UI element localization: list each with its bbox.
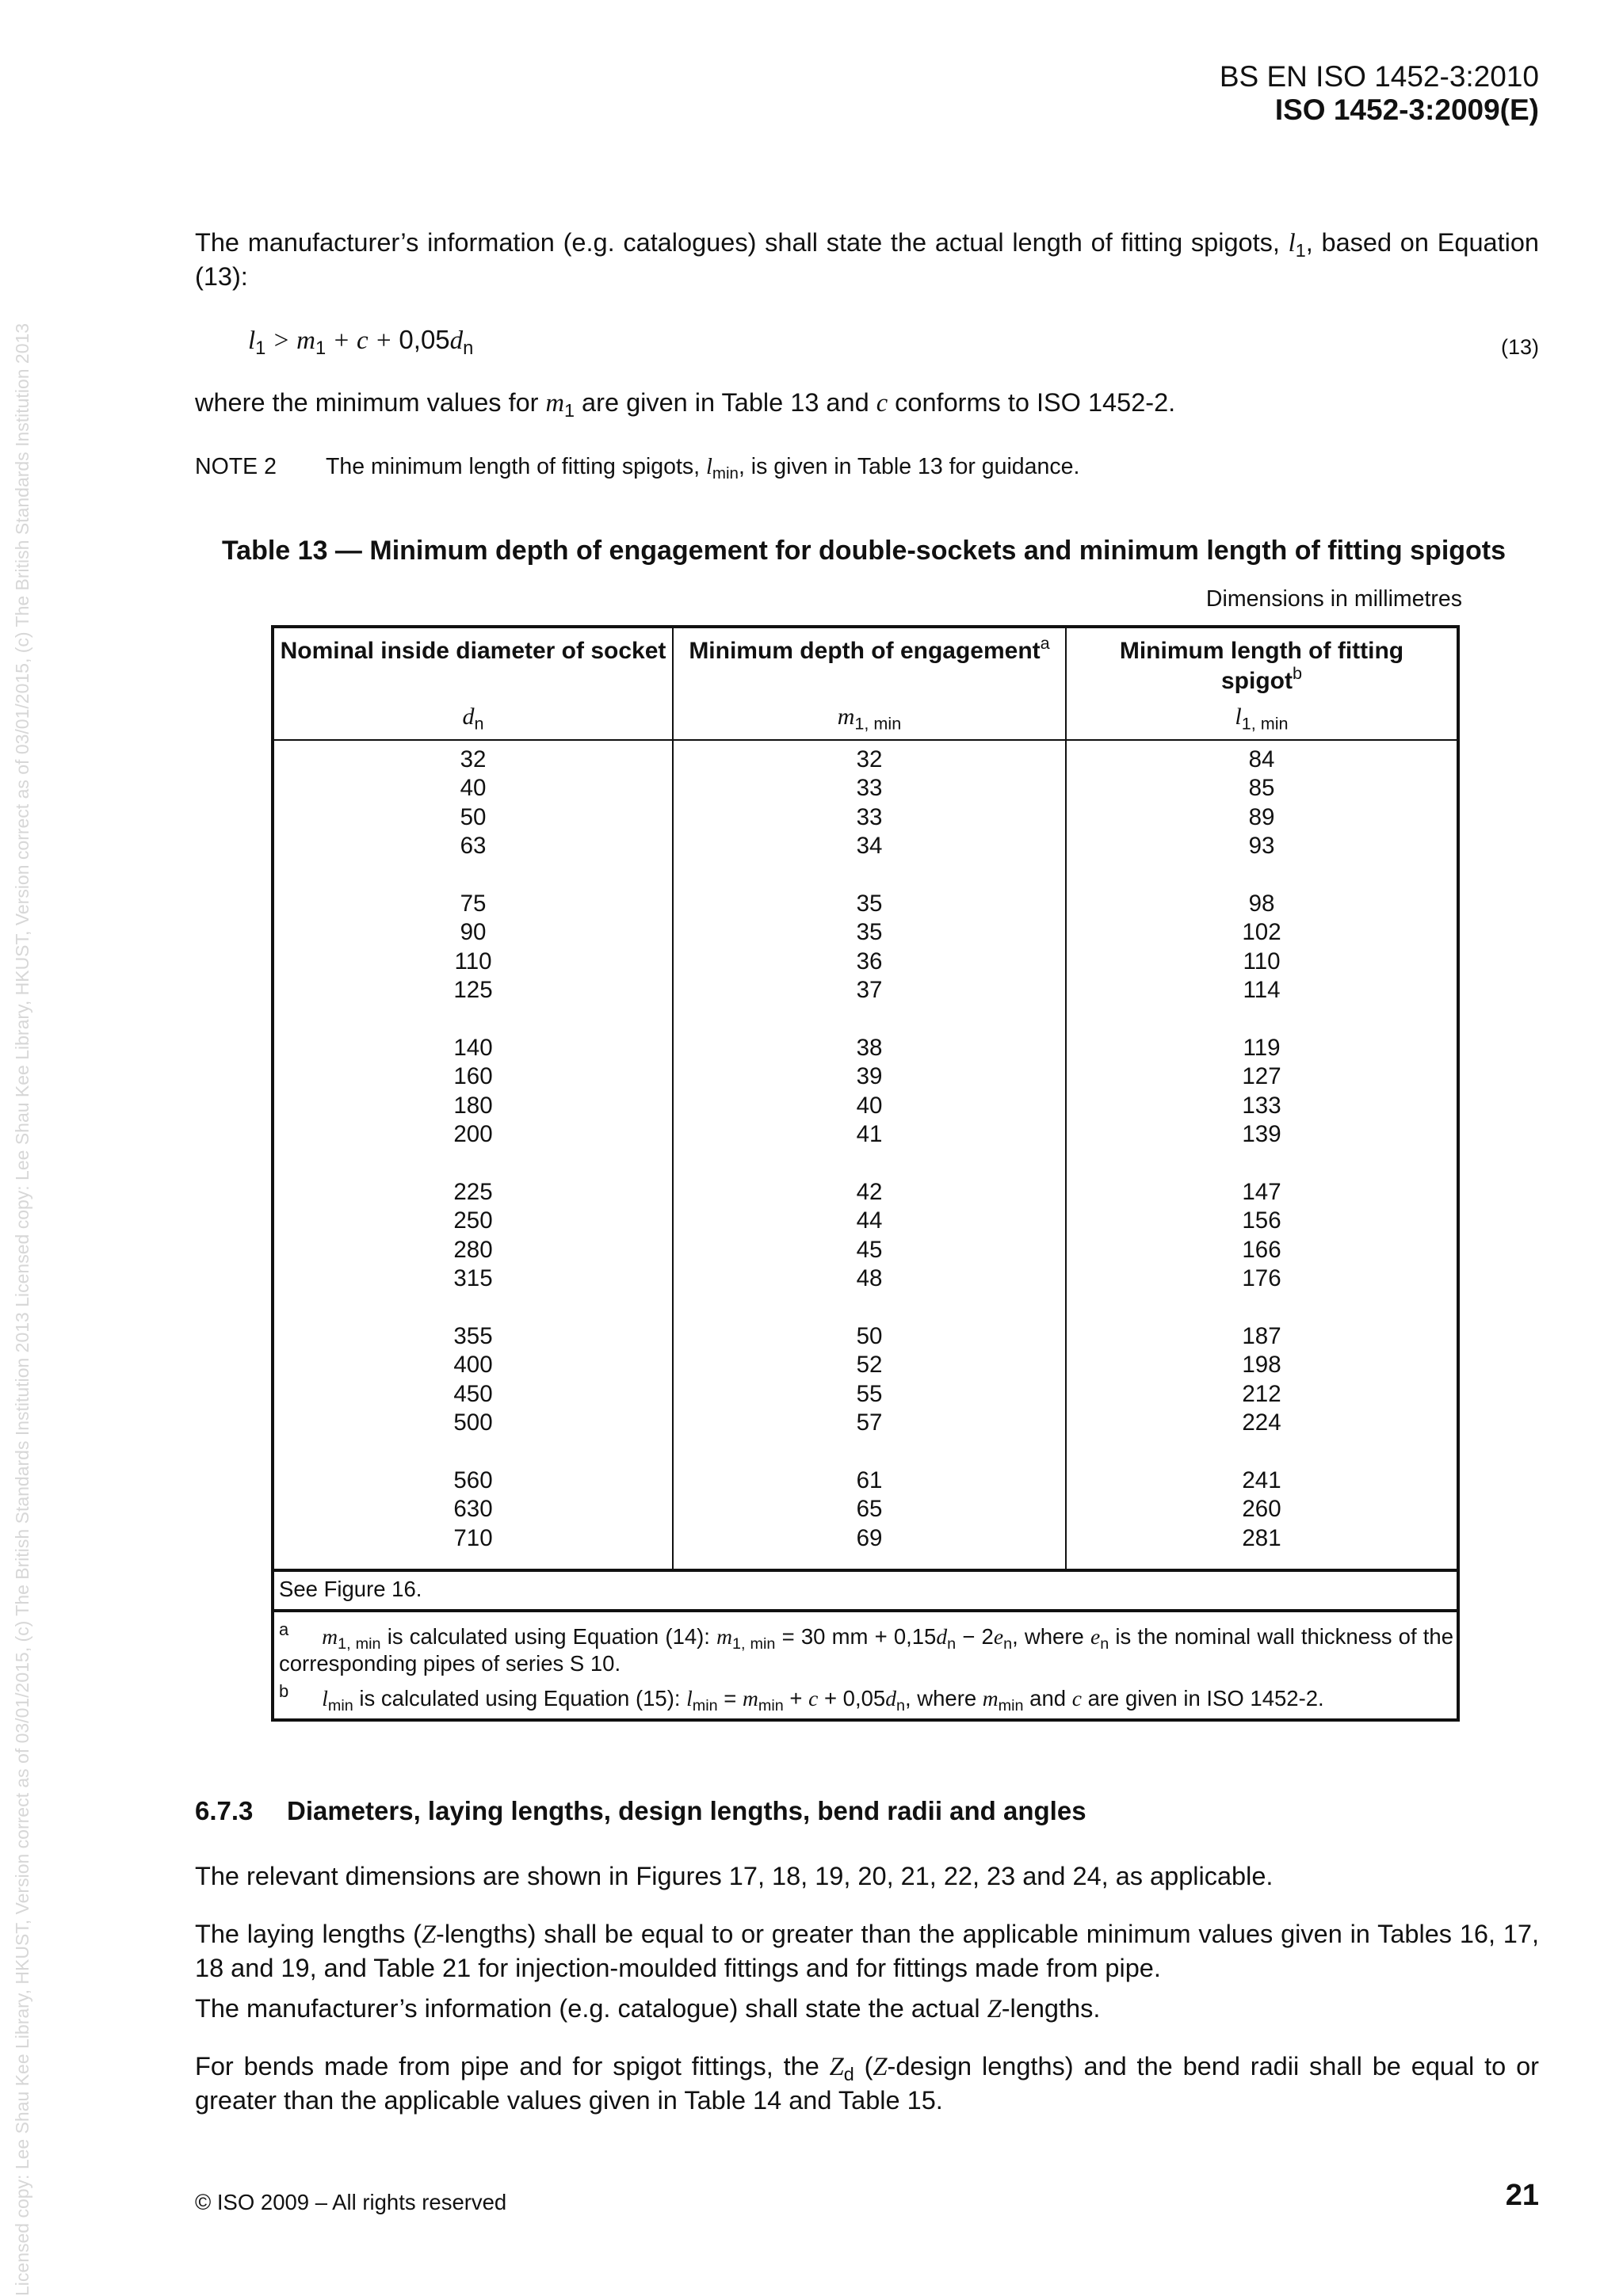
- row-group-gap: [274, 1294, 672, 1322]
- table-cell: 65: [856, 1496, 883, 1523]
- table-cell: 42: [856, 1179, 883, 1206]
- table-cell: 39: [856, 1063, 883, 1090]
- row-group-gap: [674, 1150, 1065, 1178]
- table-cell: 52: [856, 1352, 883, 1379]
- table-cell: 225: [453, 1179, 493, 1206]
- table-cell: 35: [856, 891, 883, 917]
- table-cell: 139: [1242, 1121, 1281, 1148]
- table-cell: 32: [460, 746, 487, 772]
- where-paragraph: where the minimum values for $m_1$ are given in Table 13 and c conforms to ISO 1452-2.: [195, 388, 1176, 421]
- table-cell: 48: [856, 1265, 883, 1292]
- row-group-gap: [1067, 861, 1457, 890]
- row-group-gap: [674, 1005, 1065, 1034]
- table-cell: 69: [856, 1524, 883, 1551]
- column-dn-values: [274, 746, 672, 1553]
- col-header-spigot-length: Minimum length of fitting spigot$^b$: [1119, 638, 1404, 694]
- symbol-l1min: $l_{1, min}$: [1235, 704, 1289, 734]
- section-paragraph-1: The relevant dimensions are shown in Figures 17, 18, 19, 20, 21, 22, 23 and 24, as applicable.: [195, 1862, 1274, 1890]
- table-cell: 57: [856, 1409, 883, 1436]
- table-cell: 710: [453, 1524, 493, 1551]
- copyright-footer: © ISO 2009 – All rights reserved: [195, 2190, 507, 2214]
- table-cell: 102: [1242, 919, 1281, 946]
- table-cell: 40: [856, 1092, 883, 1119]
- row-group-gap: [1067, 1294, 1457, 1322]
- table-13-title: Table 13 — Minimum depth of engagement for double-sockets and minimum length of fitting spigots: [221, 536, 1507, 566]
- table-cell: 198: [1242, 1352, 1281, 1379]
- table-cell: 630: [453, 1496, 493, 1523]
- section-paragraph-4: For bends made from pipe and for spigot fittings, the $Z_d$ (Z-design lengths) and the bend radii shall be equal to or greater than the applicable values given in Table 14 and Table 15.: [195, 2052, 1539, 2115]
- table-cell: 180: [453, 1092, 493, 1119]
- footnote-a: $^a$ $m_{1, min}$ is calculated using Equation (14): $m_{1, min} = 30$ mm + $0,15d_n - 2e_n$, where $e_n$ is the nominal wall thickness of the corresponding pipes of series S 10.: [279, 1619, 1454, 1676]
- row-group-gap: [274, 1438, 672, 1466]
- table-cell: 176: [1242, 1265, 1281, 1292]
- table-cell: 33: [856, 775, 883, 802]
- column-m1min-values: [674, 746, 1065, 1553]
- table-cell: 156: [1242, 1207, 1281, 1234]
- row-group-gap: [274, 1150, 672, 1178]
- table-cell: 125: [453, 977, 493, 1004]
- table-cell: 32: [856, 746, 883, 772]
- table-cell: 355: [453, 1323, 493, 1350]
- table-cell: 119: [1243, 1035, 1281, 1062]
- table-cell: 281: [1242, 1524, 1281, 1551]
- table-cell: 90: [460, 919, 487, 946]
- footnote-b: $^b$ $l_{min}$ is calculated using Equation (15): $l_{min} = m_{min} + c + 0,05d_n$, where $m_{min}$ and c are given in ISO 1452-2.: [279, 1681, 1324, 1714]
- table-cell: 560: [453, 1467, 493, 1494]
- see-figure-note: See Figure 16.: [279, 1577, 422, 1601]
- column-l1min-values: [1067, 746, 1457, 1553]
- table-cell: 166: [1242, 1236, 1281, 1263]
- iso-standard-reference: ISO 1452-3:2009(E): [1274, 93, 1539, 126]
- table-cell: 147: [1242, 1179, 1281, 1206]
- symbol-dn: $d_n$: [462, 704, 484, 734]
- table-cell: 260: [1242, 1496, 1281, 1523]
- table-cell: 61: [856, 1467, 883, 1494]
- table-cell: 89: [1248, 803, 1275, 830]
- dimensions-note: Dimensions in millimetres: [1205, 586, 1462, 612]
- table-cell: 33: [856, 803, 883, 830]
- table-cell: 500: [453, 1409, 493, 1436]
- table-cell: 93: [1248, 833, 1275, 860]
- table-cell: 110: [1243, 948, 1281, 974]
- row-group-gap: [674, 861, 1065, 890]
- equation-13: $l_1 > m_1 + c + 0,05d_n$: [248, 325, 474, 360]
- table-cell: 38: [856, 1035, 883, 1062]
- footnote-rule: [274, 1609, 1457, 1612]
- table-cell: 50: [856, 1323, 883, 1350]
- table-cell: 40: [460, 775, 487, 802]
- table-cell: 50: [460, 803, 487, 830]
- section-paragraph-3: The manufacturer’s information (e.g. catalogue) shall state the actual Z-lengths.: [195, 1994, 1101, 2023]
- table-cell: 63: [460, 833, 487, 860]
- row-group-gap: [274, 861, 672, 890]
- row-group-gap: [1067, 1005, 1457, 1034]
- table-cell: 200: [453, 1121, 493, 1148]
- table-cell: 45: [856, 1236, 883, 1263]
- table-cell: 34: [856, 833, 883, 860]
- licence-watermark: Licensed copy: Lee Shau Kee Library, HKUST, Version correct as of 03/01/2015, (c) The British Standards Institution 2013 Licensed copy: Lee Shau Kee Library, HKUST, Version correct as of 03/01/2015, (c) The British Standards Institution 2013: [12, 322, 32, 2296]
- col-header-nominal-diameter: Nominal inside diameter of socket: [280, 638, 666, 664]
- body-rule: [274, 1569, 1457, 1572]
- note-label: NOTE 2: [195, 454, 277, 479]
- symbol-m1min: $m_{1, min}$: [837, 704, 902, 734]
- table-13: [271, 625, 1460, 1722]
- row-group-gap: [1067, 1150, 1457, 1178]
- table-cell: 160: [453, 1063, 493, 1090]
- equation-number: (13): [1500, 335, 1539, 359]
- table-cell: 84: [1248, 746, 1275, 772]
- intro-paragraph: The manufacturer’s information (e.g. catalogues) shall state the actual length of fitting spigots, $l_1$, based on Equation (13):: [195, 228, 1539, 291]
- table-cell: 41: [856, 1121, 883, 1148]
- table-cell: 315: [453, 1265, 493, 1292]
- header-rule: [274, 739, 1457, 741]
- table-cell: 250: [453, 1207, 493, 1234]
- row-group-gap: [274, 1005, 672, 1034]
- table-cell: 241: [1242, 1467, 1281, 1494]
- table-cell: 110: [454, 948, 492, 974]
- table-cell: 187: [1242, 1323, 1281, 1350]
- row-group-gap: [674, 1438, 1065, 1466]
- table-cell: 133: [1242, 1092, 1281, 1119]
- table-cell: 35: [856, 919, 883, 946]
- table-cell: 400: [453, 1352, 493, 1379]
- table-cell: 224: [1242, 1409, 1281, 1436]
- col-header-depth-of-engagement: Minimum depth of engagement$^a$: [689, 633, 1050, 664]
- row-group-gap: [1067, 1438, 1457, 1466]
- table-cell: 98: [1248, 891, 1275, 917]
- row-group-gap: [674, 1294, 1065, 1322]
- table-cell: 37: [856, 977, 883, 1004]
- table-cell: 280: [453, 1236, 493, 1263]
- section-paragraph-2: The laying lengths (Z-lengths) shall be equal to or greater than the applicable minimum values given in Tables 16, 17, 18 and 19, and Table 21 for injection-moulded fittings and for fittings made from pipe.: [195, 1920, 1539, 1982]
- bs-standard-reference: BS EN ISO 1452-3:2010: [1219, 60, 1539, 93]
- table-cell: 44: [856, 1207, 883, 1234]
- table-cell: 85: [1248, 775, 1275, 802]
- table-cell: 450: [453, 1380, 493, 1407]
- table-cell: 36: [856, 948, 883, 974]
- table-cell: 75: [460, 891, 487, 917]
- table-cell: 212: [1242, 1380, 1281, 1407]
- table-cell: 140: [453, 1035, 493, 1062]
- table-cell: 127: [1242, 1063, 1281, 1090]
- table-cell: 55: [856, 1380, 883, 1407]
- page-number: 21: [1505, 2179, 1539, 2212]
- table-cell: 114: [1243, 977, 1281, 1004]
- section-heading: 6.7.3 Diameters, laying lengths, design lengths, bend radii and angles: [195, 1796, 1086, 1825]
- note-2: NOTE 2 The minimum length of fitting spigots, $l_{min}$, is given in Table 13 for guidance.: [195, 454, 1080, 483]
